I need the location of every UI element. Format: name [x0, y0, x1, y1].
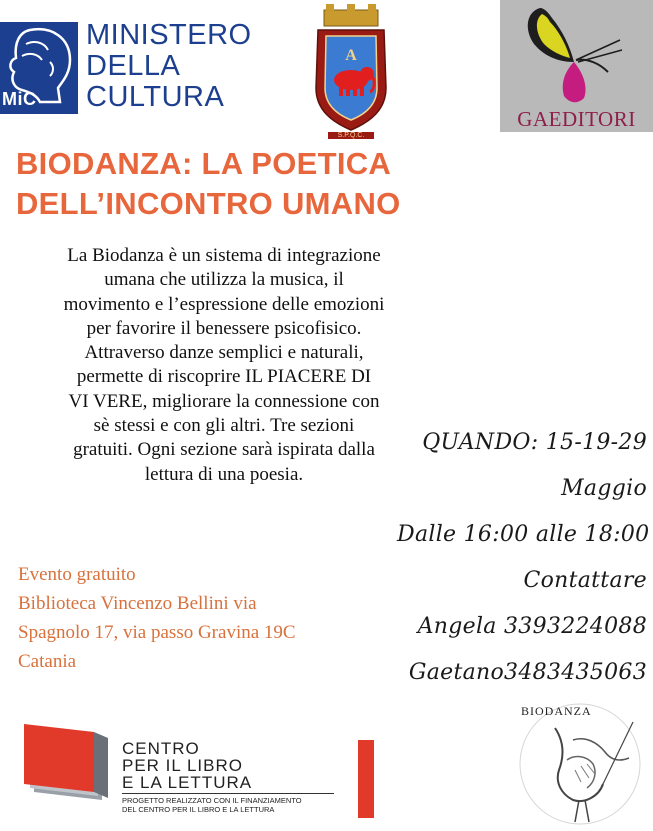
description-line: La Biodanza è un sistema di integrazione	[67, 245, 381, 266]
event-info	[18, 560, 348, 676]
description-line: per favorire il benessere psicofisico.	[86, 317, 362, 339]
description-line: VI VERE, migliorare la connessione con	[68, 390, 380, 412]
event-city: Catania	[18, 651, 77, 672]
butterfly-icon	[500, 0, 653, 110]
event-location-line-2: Spagnolo 17, via passo Gravina 19C	[18, 622, 296, 643]
contact-gaetano: Gaetano3483435063	[408, 660, 647, 685]
funding-note	[122, 796, 342, 814]
title-line-2: DELL’INCONTRO UMANO	[16, 186, 401, 221]
description-line: lettura di una poesia.	[144, 463, 304, 485]
centro-line-3: E LA LETTURA	[122, 773, 253, 792]
centro-line-2: PER IL LIBRO	[122, 756, 243, 775]
description-line: gratuiti. Ogni sezione sarà ispirata dalla	[73, 439, 375, 461]
schedule-dates: QUANDO: 15-19-29	[422, 430, 647, 455]
funding-line-1: PROGETTO REALIZZATO CON IL FINANZIAMENTO	[122, 796, 302, 805]
description-line: sè stessi e con gli altri. Tre sezioni	[93, 415, 355, 437]
event-title	[16, 144, 456, 224]
stacked-books-icon	[24, 722, 116, 818]
ministry-line-1: MINISTERO	[86, 19, 252, 51]
contact-label: Contattare	[523, 568, 647, 593]
ministry-line-2: DELLA	[86, 50, 181, 82]
description-line: umana che utilizza la musica, il	[104, 269, 344, 291]
event-free-label: Evento gratuito	[18, 564, 136, 585]
mic-mark-text: MiC	[2, 89, 37, 109]
description-line: permette di riscoprire IL PIACERE DI	[76, 366, 372, 388]
schedule-block	[397, 420, 650, 696]
title-line-1: BIODANZA: LA POETICA	[16, 146, 392, 181]
mic-emblem	[0, 22, 78, 114]
biodanza-logo	[515, 700, 645, 828]
contact-angela: Angela 3393224088	[417, 614, 647, 639]
centro-libro-name	[122, 740, 252, 791]
description-line: movimento e l’espressione delle emozioni	[63, 293, 385, 315]
description-line: Attraverso danze semplici e naturali,	[84, 342, 364, 364]
centro-line-1: CENTRO	[122, 739, 200, 758]
catania-crest	[312, 4, 390, 144]
event-location-line-1: Biblioteca Vincenzo Bellini via	[18, 593, 257, 614]
ministero-text	[86, 20, 252, 113]
crest-motto: S.P.Q.C.	[328, 132, 374, 139]
divider	[122, 793, 334, 794]
gaeditori-logo	[500, 0, 653, 132]
crest-letter: A	[345, 47, 357, 64]
ministero-cultura-logo	[0, 8, 270, 118]
biodanza-logo-text: BIODANZA	[521, 704, 592, 718]
ministry-line-3: CULTURA	[86, 81, 225, 113]
publisher-name: GAEDITORI	[517, 107, 636, 131]
centro-libro-logo	[24, 722, 384, 822]
red-book-spine	[358, 740, 374, 818]
schedule-month: Maggio	[561, 476, 647, 501]
schedule-time: Dalle 16:00 alle 18:00	[397, 522, 650, 547]
event-description	[22, 244, 426, 487]
heron-icon	[515, 700, 645, 828]
coat-of-arms-icon	[312, 4, 390, 144]
funding-line-2: DEL CENTRO PER IL LIBRO E LA LETTURA	[122, 805, 275, 814]
